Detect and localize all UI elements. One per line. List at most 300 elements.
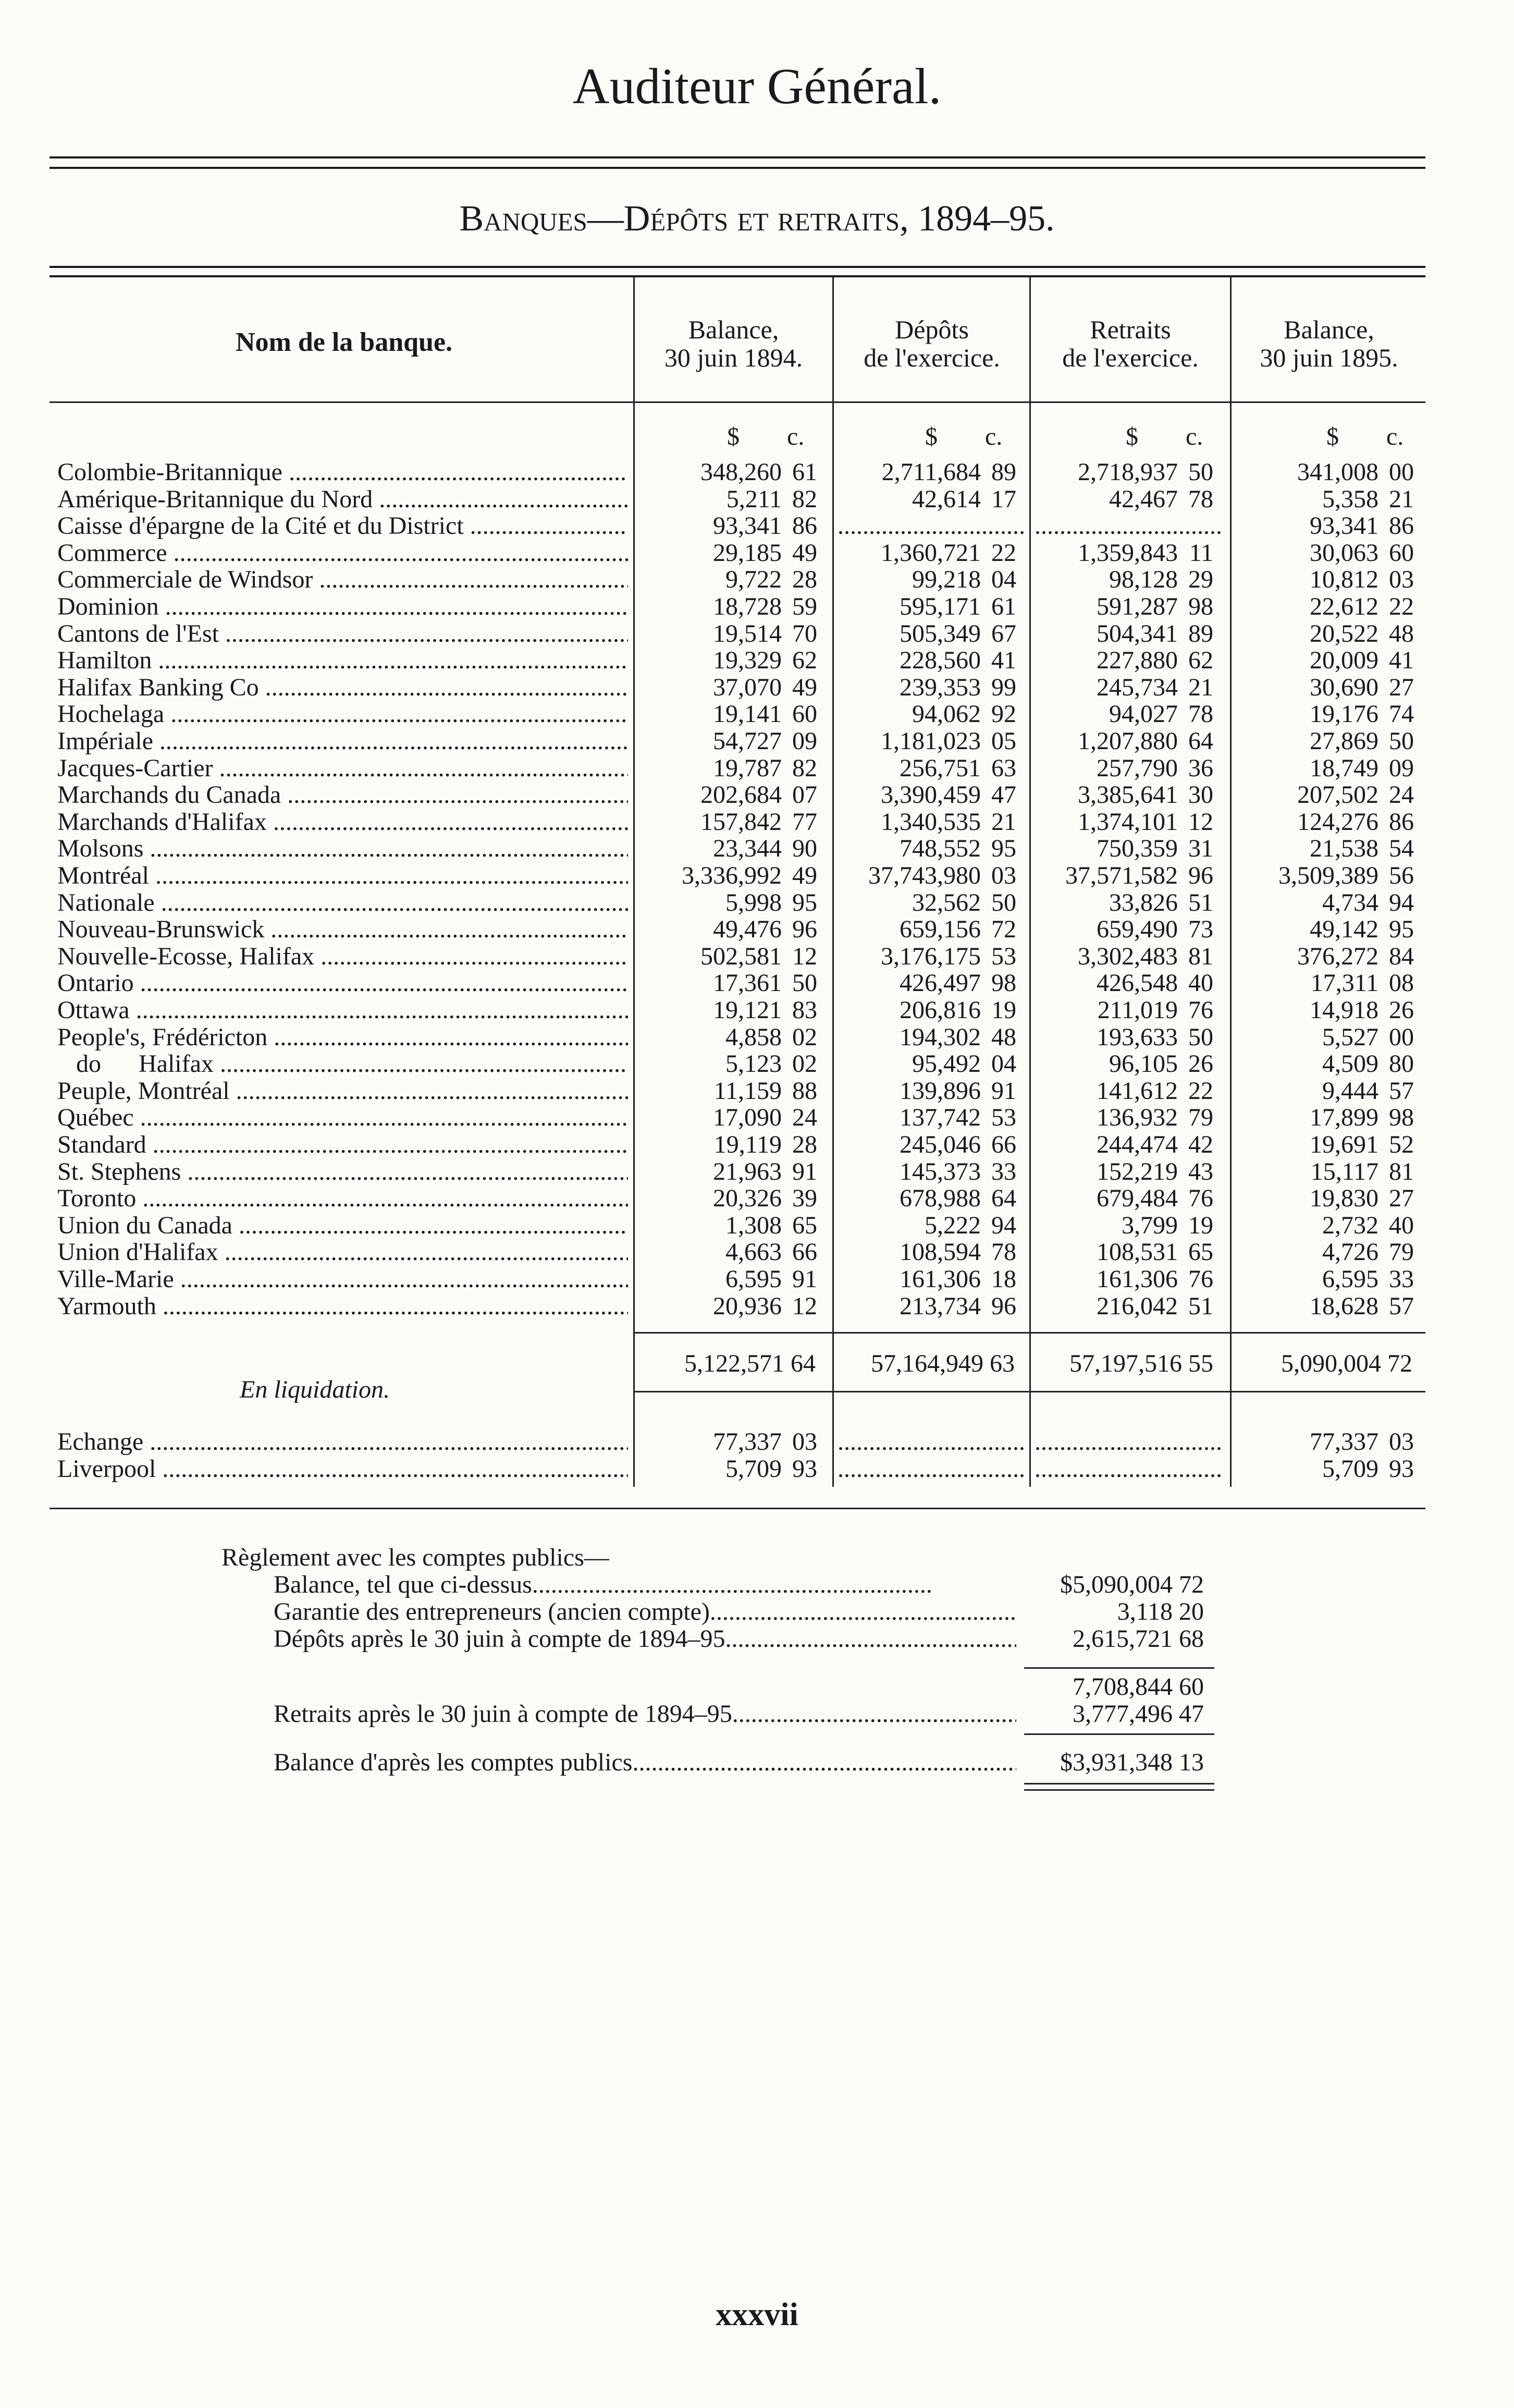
total-deposits: 57,164,949 63 (871, 1350, 1015, 1377)
withdrawals-dollars: 3,302,483 (1078, 943, 1178, 970)
settlement-line-label (274, 1571, 1016, 1598)
balance-1894-dollars: 5,998 (725, 889, 782, 916)
total-balance-1894: 5,122,571 64 (684, 1350, 816, 1377)
deposits-dollars: 1,340,535 (881, 808, 981, 836)
deposits-dollars: 3,176,175 (881, 943, 981, 970)
withdrawals-dollars: 1,374,101 (1078, 808, 1178, 836)
withdrawals-dollars: 245,734 (1097, 674, 1178, 701)
withdrawals-cents: 30 (1188, 781, 1213, 809)
withdrawals-cents: 19 (1188, 1212, 1213, 1239)
bank-name (57, 755, 628, 782)
balance-1895-dollars: 10,812 (1310, 566, 1378, 593)
balance-1894-cents: 07 (792, 781, 817, 809)
deposits-dollars: 3,390,459 (881, 781, 981, 809)
deposits-cents: 64 (991, 1184, 1016, 1212)
bank-name-text: Marchands du Canada (57, 781, 281, 809)
column-header-name: Nom de la banque. (235, 327, 453, 357)
bank-name (57, 647, 628, 674)
withdrawals-dollars: 37,571,582 (1065, 862, 1178, 889)
settlement-final-value: $3,931,348 13 (1060, 1749, 1204, 1776)
deposits-cents: 17 (991, 485, 1016, 513)
balance-1895-cents: 21 (1389, 485, 1414, 513)
withdrawals-dollars: 152,219 (1097, 1158, 1178, 1185)
balance-1895-cents: 40 (1389, 1212, 1414, 1239)
withdrawals-dollars: 591,287 (1097, 593, 1178, 620)
balance-1894-cents: 39 (792, 1184, 817, 1212)
deposits-cents: 41 (991, 646, 1016, 674)
balance-1895-dollars: 30,690 (1310, 674, 1378, 701)
balance-1894-cents: 70 (792, 620, 817, 647)
withdrawals-dollars: 679,484 (1097, 1184, 1178, 1212)
liquidation-balance-1894-dollars: 77,337 (713, 1428, 782, 1456)
balance-1895-dollars: 20,522 (1310, 620, 1378, 647)
balance-1894-cents: 77 (792, 808, 817, 836)
totals-rule-bottom (633, 1391, 1425, 1392)
balance-1895-dollars: 2,732 (1322, 1212, 1378, 1239)
bank-name (57, 512, 628, 540)
balance-1895-dollars: 14,918 (1310, 996, 1378, 1024)
withdrawals-dollars: 3,385,641 (1078, 781, 1178, 809)
deposits-dollars: 161,306 (900, 1265, 981, 1293)
bank-name (57, 1131, 628, 1158)
balance-1895-cents: 79 (1389, 1238, 1414, 1266)
bank-name-text: Impériale (57, 728, 153, 755)
withdrawals-cents: 22 (1188, 1077, 1213, 1105)
balance-1895-cents: 00 (1389, 1023, 1414, 1051)
column-divider (633, 277, 635, 1487)
withdrawals-cents: 26 (1188, 1050, 1213, 1078)
bank-name-text: Molsons (57, 835, 144, 862)
withdrawals-dollars: 1,359,843 (1078, 539, 1178, 567)
bank-name-text: Québec (57, 1104, 134, 1131)
deposits-dollars: 595,171 (900, 593, 981, 620)
liquidation-balance-1894-dollars: 5,709 (725, 1455, 782, 1483)
bank-name-text: Toronto (57, 1185, 137, 1212)
bank-name (57, 889, 628, 916)
column-header-deposits: Dépôts de l'exercice. (864, 315, 1000, 372)
balance-1895-dollars: 207,502 (1297, 781, 1378, 809)
bank-name-text: do Halifax (57, 1050, 214, 1078)
balance-1894-cents: 12 (792, 1292, 817, 1320)
page-number: xxxvii (716, 2297, 798, 2332)
balance-1895-dollars: 376,272 (1297, 943, 1378, 970)
balance-1895-dollars: 5,358 (1322, 485, 1378, 513)
balance-1894-dollars: 3,336,992 (682, 862, 782, 889)
balance-1894-cents: 09 (792, 727, 817, 755)
deposits-dollars: 245,046 (900, 1131, 981, 1158)
deposits-cents: 53 (991, 943, 1016, 970)
balance-1894-cents: 50 (792, 969, 817, 997)
withdrawals-cents: 78 (1188, 700, 1213, 728)
balance-1894-cents: 83 (792, 996, 817, 1024)
withdrawals-dollars: 244,474 (1097, 1131, 1178, 1158)
balance-1894-dollars: 20,326 (713, 1184, 782, 1212)
deposits-cents: 78 (991, 1238, 1016, 1266)
balance-1895-dollars: 93,341 (1310, 512, 1378, 540)
liquidation-balance-1895-dollars: 77,337 (1310, 1428, 1378, 1456)
page-header: Auditeur Général. (572, 58, 942, 115)
deposits-cents: 47 (991, 781, 1016, 809)
balance-1894-cents: 28 (792, 1131, 817, 1158)
deposits-dollars: 2,711,684 (881, 458, 981, 486)
bank-name (57, 943, 628, 970)
settlement-withdrawals-label: Retraits après le 30 juin à compte de 1894–95 ..... (274, 1701, 1016, 1728)
balance-1895-cents: 95 (1389, 915, 1414, 943)
bank-name-text: Colombie-Britannique (57, 459, 282, 486)
withdrawals-dollars: 227,880 (1097, 646, 1178, 674)
withdrawals-dollars: 257,790 (1097, 754, 1178, 782)
balance-1895-cents: 74 (1389, 700, 1414, 728)
balance-1894-cents: 65 (792, 1212, 817, 1239)
liquidation-deposits-empty (838, 1428, 1025, 1456)
deposits-dollars: 213,734 (900, 1292, 981, 1320)
deposits-cents: 19 (991, 996, 1016, 1024)
deposits-cents: 04 (991, 1050, 1016, 1078)
liquidation-bank-name-text: Echange (57, 1428, 144, 1456)
balance-1894-dollars: 19,119 (713, 1131, 782, 1158)
withdrawals-dollars: 2,718,937 (1078, 458, 1178, 486)
balance-1895-dollars: 15,117 (1310, 1158, 1378, 1185)
deposits-dollars: 32,562 (912, 889, 981, 916)
withdrawals-cents: 43 (1188, 1158, 1213, 1185)
balance-1894-cents: 91 (792, 1265, 817, 1293)
bank-name-text: St. Stephens (57, 1158, 181, 1185)
settlement-line-text: Garantie des entrepreneurs (ancien compte) (274, 1598, 710, 1625)
deposits-cents: 18 (991, 1265, 1016, 1293)
withdrawals-cents: 11 (1189, 539, 1213, 567)
deposits-cents: 92 (991, 700, 1016, 728)
withdrawals-cents: 98 (1188, 593, 1213, 620)
withdrawals-empty (1035, 512, 1222, 540)
withdrawals-dollars: 136,932 (1097, 1104, 1178, 1131)
deposits-cents: 63 (991, 754, 1016, 782)
balance-1894-cents: 49 (792, 674, 817, 701)
deposits-cents: 72 (991, 915, 1016, 943)
liquidation-heading: En liquidation. (240, 1376, 390, 1403)
balance-1895-cents: 86 (1389, 512, 1414, 540)
bank-name (57, 862, 628, 889)
deposits-dollars: 426,497 (900, 969, 981, 997)
bank-name-text: Hamilton (57, 647, 152, 674)
withdrawals-dollars: 211,019 (1097, 996, 1178, 1024)
totals-rule (633, 1332, 1425, 1334)
settlement-line-value: 3,118 20 (1117, 1598, 1204, 1625)
deposits-dollars: 256,751 (900, 754, 981, 782)
deposits-dollars: 5,222 (925, 1212, 981, 1239)
balance-1895-cents: 48 (1389, 620, 1414, 647)
settlement-line-label (274, 1598, 1016, 1625)
balance-1894-dollars: 6,595 (725, 1265, 782, 1293)
balance-1894-dollars: 19,121 (713, 996, 782, 1024)
balance-1895-cents: 86 (1389, 808, 1414, 836)
bank-name (57, 486, 628, 513)
withdrawals-cents: 31 (1188, 835, 1213, 862)
bank-name (57, 970, 628, 997)
balance-1895-dollars: 18,749 (1310, 754, 1378, 782)
balance-1894-cents: 95 (792, 889, 817, 916)
deposits-cents: 03 (991, 862, 1016, 889)
bank-name (57, 916, 628, 943)
withdrawals-dollars: 42,467 (1109, 485, 1178, 513)
balance-1894-dollars: 19,787 (713, 754, 782, 782)
deposits-dollars: 139,896 (900, 1077, 981, 1105)
balance-1894-dollars: 54,727 (713, 727, 782, 755)
unit-cents: c. (985, 423, 1003, 450)
bank-name-text: Halifax Banking Co (57, 674, 259, 701)
table-rule-top-2 (50, 275, 1425, 277)
bank-name (57, 1185, 628, 1212)
balance-1895-dollars: 3,509,389 (1278, 862, 1378, 889)
balance-1895-cents: 03 (1389, 566, 1414, 593)
balance-1894-dollars: 20,936 (713, 1292, 782, 1320)
deposits-dollars: 37,743,980 (868, 862, 981, 889)
balance-1895-cents: 27 (1389, 1184, 1414, 1212)
balance-1895-cents: 24 (1389, 781, 1414, 809)
balance-1895-cents: 50 (1389, 727, 1414, 755)
withdrawals-cents: 42 (1188, 1131, 1213, 1158)
withdrawals-dollars: 504,341 (1097, 620, 1178, 647)
deposits-dollars: 206,816 (900, 996, 981, 1024)
deposits-cents: 95 (991, 835, 1016, 862)
withdrawals-cents: 79 (1188, 1104, 1213, 1131)
withdrawals-cents: 96 (1188, 862, 1213, 889)
bank-name (57, 1050, 628, 1078)
deposits-dollars: 228,560 (900, 646, 981, 674)
deposits-dollars: 194,302 (900, 1023, 981, 1051)
liquidation-deposits-empty (838, 1456, 1025, 1483)
column-divider (1230, 277, 1232, 1487)
bank-name (57, 809, 628, 836)
balance-1895-dollars: 18,628 (1310, 1292, 1378, 1320)
balance-1895-cents: 09 (1389, 754, 1414, 782)
unit-dollar: $ (1326, 423, 1339, 450)
bank-name-text: Union du Canada (57, 1212, 232, 1239)
balance-1895-dollars: 19,830 (1310, 1184, 1378, 1212)
unit-cents: c. (1186, 423, 1203, 450)
balance-1895-cents: 56 (1389, 862, 1414, 889)
deposits-cents: 22 (991, 539, 1016, 567)
bank-name-text: Commerciale de Windsor (57, 566, 313, 593)
balance-1895-dollars: 20,009 (1310, 646, 1378, 674)
bank-name-text: People's, Frédéricton (57, 1024, 268, 1051)
settlement-subtotal: 7,708,844 60 (1073, 1673, 1204, 1701)
bank-name (57, 1266, 628, 1293)
liquidation-balance-1894-cents: 93 (792, 1455, 817, 1483)
withdrawals-dollars: 193,633 (1097, 1023, 1178, 1051)
deposits-empty (838, 512, 1025, 540)
liquidation-withdrawals-empty (1035, 1456, 1222, 1483)
bank-name (57, 1158, 628, 1185)
balance-1895-dollars: 21,538 (1310, 835, 1378, 862)
withdrawals-cents: 64 (1188, 727, 1213, 755)
deposits-dollars: 1,360,721 (881, 539, 981, 567)
balance-1895-cents: 41 (1389, 646, 1414, 674)
balance-1895-cents: 80 (1389, 1050, 1414, 1078)
balance-1894-cents: 60 (792, 700, 817, 728)
balance-1894-dollars: 29,185 (713, 539, 782, 567)
deposits-cents: 61 (991, 593, 1016, 620)
bank-name (57, 701, 628, 728)
withdrawals-cents: 65 (1188, 1238, 1213, 1266)
balance-1894-cents: 66 (792, 1238, 817, 1266)
bank-name (57, 835, 628, 862)
bank-name (57, 1078, 628, 1105)
settlement-double-rule (1024, 1789, 1214, 1791)
bank-name-text: Jacques-Cartier (57, 755, 213, 782)
balance-1894-cents: 82 (792, 485, 817, 513)
balance-1894-cents: 24 (792, 1104, 817, 1131)
bank-name-text: Cantons de l'Est (57, 620, 219, 647)
deposits-dollars: 99,218 (912, 566, 981, 593)
liquidation-balance-1895-dollars: 5,709 (1322, 1455, 1378, 1483)
balance-1895-cents: 57 (1389, 1292, 1414, 1320)
deposits-cents: 94 (991, 1212, 1016, 1239)
deposits-dollars: 42,614 (912, 485, 981, 513)
balance-1894-cents: 02 (792, 1023, 817, 1051)
balance-1895-dollars: 4,734 (1322, 889, 1378, 916)
balance-1894-dollars: 5,123 (725, 1050, 782, 1078)
withdrawals-cents: 40 (1188, 969, 1213, 997)
balance-1895-cents: 26 (1389, 996, 1414, 1024)
balance-1894-dollars: 19,514 (713, 620, 782, 647)
liquidation-withdrawals-empty (1035, 1428, 1222, 1456)
bank-name (57, 1104, 628, 1131)
deposits-cents: 96 (991, 1292, 1016, 1320)
bank-name (57, 1024, 628, 1051)
balance-1894-dollars: 348,260 (700, 458, 782, 486)
bank-name-text: Dominion (57, 593, 159, 620)
balance-1894-cents: 86 (792, 512, 817, 540)
deposits-cents: 33 (991, 1158, 1016, 1185)
balance-1894-dollars: 19,141 (713, 700, 782, 728)
bank-name (57, 593, 628, 620)
deposits-cents: 04 (991, 566, 1016, 593)
bank-name (57, 1239, 628, 1266)
settlement-title: Règlement avec les comptes publics— (221, 1544, 609, 1571)
balance-1894-dollars: 17,361 (713, 969, 782, 997)
deposits-cents: 99 (991, 674, 1016, 701)
bank-name-text: Amérique-Britannique du Nord (57, 486, 373, 513)
withdrawals-cents: 76 (1188, 996, 1213, 1024)
deposits-cents: 89 (991, 458, 1016, 486)
withdrawals-dollars: 33,826 (1109, 889, 1178, 916)
column-header-balance-1895: Balance, 30 juin 1895. (1260, 315, 1398, 372)
withdrawals-cents: 73 (1188, 915, 1213, 943)
deposits-cents: 53 (991, 1104, 1016, 1131)
balance-1895-dollars: 17,311 (1310, 969, 1378, 997)
balance-1894-dollars: 93,341 (713, 512, 782, 540)
balance-1894-cents: 59 (792, 593, 817, 620)
withdrawals-cents: 51 (1188, 1292, 1213, 1320)
balance-1895-cents: 22 (1389, 593, 1414, 620)
balance-1894-cents: 91 (792, 1158, 817, 1185)
bank-name-text: Nouveau-Brunswick (57, 916, 265, 943)
deposits-cents: 48 (991, 1023, 1016, 1051)
withdrawals-dollars: 161,306 (1097, 1265, 1178, 1293)
column-divider (832, 277, 834, 1487)
bank-name-text: Ottawa (57, 997, 130, 1024)
bank-name-text: Caisse d'épargne de la Cité et du District (57, 512, 464, 540)
settlement-line-label (274, 1625, 1016, 1653)
deposits-cents: 05 (991, 727, 1016, 755)
column-divider (1029, 277, 1031, 1487)
total-balance-1895: 5,090,004 72 (1281, 1350, 1412, 1377)
bank-name-text: Nationale (57, 889, 155, 916)
balance-1895-dollars: 4,509 (1322, 1050, 1378, 1078)
deposits-dollars: 137,742 (900, 1104, 981, 1131)
bank-name (57, 728, 628, 755)
deposits-dollars: 748,552 (900, 835, 981, 862)
balance-1894-cents: 12 (792, 943, 817, 970)
bank-name (57, 1293, 628, 1320)
balance-1894-dollars: 157,842 (700, 808, 782, 836)
deposits-dollars: 505,349 (900, 620, 981, 647)
balance-1895-dollars: 19,691 (1310, 1131, 1378, 1158)
bank-name-text: Peuple, Montréal (57, 1078, 230, 1105)
header-rule-bottom (50, 167, 1425, 169)
balance-1895-dollars: 19,176 (1310, 700, 1378, 728)
bank-name-text: Union d'Halifax (57, 1239, 218, 1266)
settlement-line-text: Dépôts après le 30 juin à compte de 1894–95 (274, 1625, 725, 1653)
balance-1894-dollars: 17,090 (713, 1104, 782, 1131)
withdrawals-dollars: 216,042 (1097, 1292, 1178, 1320)
withdrawals-cents: 36 (1188, 754, 1213, 782)
settlement-final-label: Balance d'après les comptes publics ..... (274, 1749, 1016, 1776)
withdrawals-dollars: 426,548 (1097, 969, 1178, 997)
balance-1894-dollars: 4,663 (725, 1238, 782, 1266)
deposits-dollars: 94,062 (912, 700, 981, 728)
deposits-cents: 50 (991, 889, 1016, 916)
withdrawals-dollars: 3,799 (1122, 1212, 1178, 1239)
withdrawals-cents: 81 (1188, 943, 1213, 970)
balance-1894-dollars: 502,581 (700, 943, 782, 970)
balance-1895-cents: 98 (1389, 1104, 1414, 1131)
balance-1895-cents: 08 (1389, 969, 1414, 997)
bank-name-text: Ontario (57, 970, 134, 997)
balance-1894-dollars: 49,476 (713, 915, 782, 943)
balance-1894-dollars: 21,963 (713, 1158, 782, 1185)
balance-1895-cents: 27 (1389, 674, 1414, 701)
bank-name (57, 459, 628, 486)
deposits-cents: 67 (991, 620, 1016, 647)
table-rule-top (50, 266, 1425, 268)
balance-1894-dollars: 9,722 (725, 566, 782, 593)
withdrawals-cents: 51 (1188, 889, 1213, 916)
deposits-dollars: 678,988 (900, 1184, 981, 1212)
bank-name-text: Standard (57, 1131, 146, 1158)
unit-cents: c. (1386, 423, 1404, 450)
balance-1895-cents: 52 (1389, 1131, 1414, 1158)
balance-1895-dollars: 22,612 (1310, 593, 1378, 620)
bank-name-text: Commerce (57, 540, 167, 567)
deposits-cents: 21 (991, 808, 1016, 836)
bank-name-text: Marchands d'Halifax (57, 809, 267, 836)
balance-1894-cents: 61 (792, 458, 817, 486)
balance-1895-dollars: 49,142 (1310, 915, 1378, 943)
deposits-cents: 91 (991, 1077, 1016, 1105)
withdrawals-cents: 50 (1188, 1023, 1213, 1051)
bank-name-text: Nouvelle-Ecosse, Halifax (57, 943, 315, 970)
balance-1894-dollars: 23,344 (713, 835, 782, 862)
withdrawals-cents: 76 (1188, 1265, 1213, 1293)
balance-1895-cents: 84 (1389, 943, 1414, 970)
withdrawals-cents: 76 (1188, 1184, 1213, 1212)
settlement-subtotal-rule (1024, 1667, 1214, 1669)
balance-1894-cents: 82 (792, 754, 817, 782)
liquidation-bank-name (57, 1456, 628, 1483)
settlement-double-rule (1024, 1783, 1214, 1784)
bank-name (57, 566, 628, 593)
